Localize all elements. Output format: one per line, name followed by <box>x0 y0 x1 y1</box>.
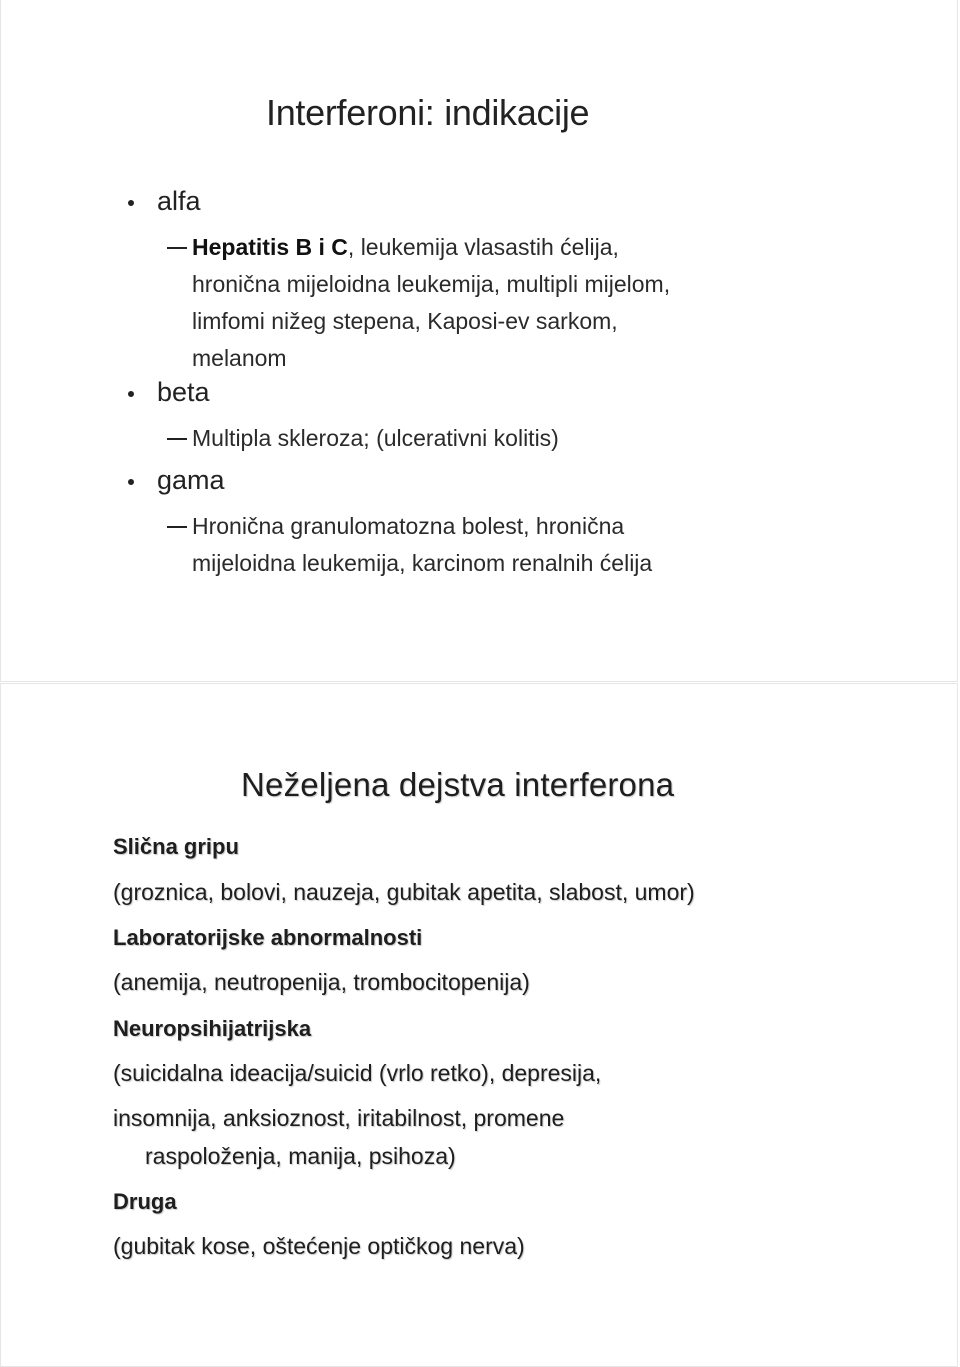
bullet-dot-icon <box>128 391 134 397</box>
slide-indications <box>0 0 958 682</box>
category-laboratory: Laboratorijske abnormalnosti <box>113 925 423 950</box>
gama-line-2: mijeloidna leukemija, karcinom renalnih ćelija <box>192 550 653 576</box>
gama-indications <box>192 508 652 582</box>
neuropsychiatric-line-2: insomnija, anksioznost, iritabilnost, promene <box>113 1105 565 1131</box>
flu-like-symptoms: (groznica, bolovi, nauzeja, gubitak apetita, slabost, umor) <box>113 879 695 905</box>
neuropsychiatric-line-3: raspoloženja, manija, psihoza) <box>145 1143 456 1169</box>
category-flu-like: Slična gripu <box>113 834 239 859</box>
category-neuropsychiatric: Neuropsihijatrijska <box>113 1016 312 1041</box>
category-other: Druga <box>113 1189 177 1214</box>
other-effects: (gubitak kose, oštećenje optičkog nerva) <box>113 1233 525 1259</box>
bullet-label: alfa <box>157 186 201 216</box>
alfa-line-2: hronična mijeloidna leukemija, multipli mijelom, <box>192 271 671 297</box>
alfa-bold-part: Hepatitis B i C <box>192 234 348 260</box>
alfa-indications <box>192 229 670 377</box>
dash-icon <box>167 247 187 249</box>
laboratory-findings: (anemija, neutropenija, trombocitopenija) <box>113 969 530 995</box>
beta-line-1: Multipla skleroza; (ulcerativni kolitis) <box>192 425 559 451</box>
slide-side-effects <box>0 683 958 1367</box>
alfa-line-3: limfomi nižeg stepena, Kaposi-ev sarkom, <box>192 308 618 334</box>
dash-icon <box>167 438 187 440</box>
slide-title: Interferoni: indikacije <box>266 92 590 133</box>
beta-indications <box>192 420 559 457</box>
bullet-dot-icon <box>128 479 134 485</box>
bullet-label: gama <box>157 465 225 495</box>
slide-title: Neželjena dejstva interferona <box>241 766 675 803</box>
gama-line-1: Hronična granulomatozna bolest, hronična <box>192 513 625 539</box>
bullet-label: beta <box>157 377 210 407</box>
neuropsychiatric-line-1: (suicidalna ideacija/suicid (vrlo retko), depresija, <box>113 1060 602 1086</box>
alfa-line-1: Hepatitis B i C, leukemija vlasastih ćelija, <box>192 234 619 260</box>
alfa-line-4: melanom <box>192 345 287 371</box>
bullet-dot-icon <box>128 200 134 206</box>
dash-icon <box>167 526 187 528</box>
